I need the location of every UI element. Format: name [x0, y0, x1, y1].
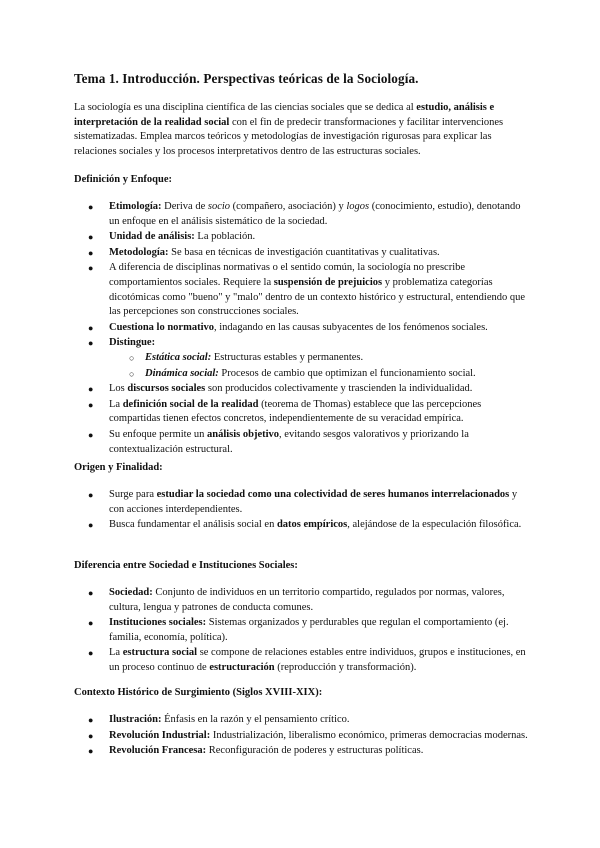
circle-bullet-icon: ○ [129, 368, 135, 379]
list-diferencia [0, 586, 600, 677]
bullet-icon: ● [88, 399, 94, 410]
list-item: ● Su enfoque permite un análisis objetivo, evitando sesgos valorativos y priorizando la contextualización estructural. [88, 428, 469, 455]
bullet-icon: ● [88, 648, 94, 659]
section-heading-contexto: Contexto Histórico de Surgimiento (Siglos XVIII-XIX): [74, 687, 323, 698]
list-item: ● Cuestiona lo normativo, indagando en las causas subyacentes de los fenómenos sociales. [0, 321, 529, 336]
section-heading-diferencia: Diferencia entre Sociedad e Instituciones Sociales: [74, 560, 298, 571]
bullet-icon: ● [88, 730, 94, 741]
list-item: ● Instituciones sociales: Sistemas organizados y perdurables que regulan el comportamiento (ej. familia, economía, política). [88, 617, 509, 643]
list-item: ● Ilustración: Énfasis en la razón y el pensamiento crítico. [0, 713, 529, 728]
bullet-icon: ● [88, 746, 94, 757]
bullet-icon: ● [88, 520, 94, 531]
list-item: ● Etimología: Deriva de socio (compañero, asociación) y logos (conocimiento, estudio), denotando un enfoque en el análisis sistemático de la sociedad. [88, 201, 521, 227]
bullet-icon: ● [88, 232, 94, 243]
list-item: ● La definición social de la realidad (teorema de Thomas) establece que las percepciones compartidas tienen efectos concretos, independientemente de su veracidad empírica. [88, 398, 482, 425]
bullet-icon: ● [88, 715, 94, 725]
list-origen [0, 488, 600, 534]
sublist-distingue [109, 351, 529, 381]
bullet-icon: ● [88, 338, 94, 349]
bullet-icon: ● [88, 618, 94, 629]
list-item: ● Revolución Industrial: Industrialización, liberalismo económico, primeras democracias modernas. [0, 729, 529, 744]
page-title: Tema 1. Introducción. Perspectivas teóricas de la Sociología. [74, 71, 419, 86]
list-definicion [0, 200, 600, 458]
list-item: ● La estructura social se compone de relaciones estables entre individuos, grupos e instituciones, en un proceso continuo de estructuración (reproducción y transformación). [88, 647, 526, 673]
intro-paragraph: La sociología es una disciplina científica de las ciencias sociales que se dedica al estudio, análisis e interpretación de la realidad social con el fin de predecir transformaciones y facilitar intervenciones sistematizadas. Emplea marcos teóricos y metodologías de investigación rigurosas para explicar las relaciones sociales y los procesos interpretativos dentro de las estructuras sociales. [74, 102, 504, 157]
list-item: ● Metodología: Se basa en técnicas de investigación cuantitativas y cualitativas. [0, 246, 529, 261]
list-item: ● Distingue: ○ Estática social: Estructuras estables y permanentes. ○ Dinámica social: Procesos de cambio que optimizan el funcionamiento social. [0, 336, 529, 381]
list-item: ● Unidad de análisis: La población. [0, 230, 529, 245]
sublist-item: ○ Estática social: Estructuras estables y permanentes. [109, 351, 529, 366]
circle-bullet-icon: ○ [129, 352, 135, 363]
sublist-item: ○ Dinámica social: Procesos de cambio que optimizan el funcionamiento social. [109, 367, 529, 382]
list-item: ● Los discursos sociales son producidos colectivamente y trascienden la individualidad. [0, 382, 529, 397]
bullet-icon: ● [88, 263, 94, 274]
bullet-icon: ● [88, 429, 94, 440]
bullet-icon: ● [88, 384, 94, 395]
list-item: ● Sociedad: Conjunto de individuos en un territorio compartido, regulados por normas, valores, cultura, lengua y patrones de conducta comunes. [88, 587, 505, 613]
bullet-icon: ● [88, 588, 94, 598]
list-item: ● A diferencia de disciplinas normativas o el sentido común, la sociología no prescribe comportamientos sociales. Requiere la suspensión de prejuicios y problematiza categorías dicotómicas como "bueno" y "malo" dentro de un contexto histórico y estructural, entendiendo que las percepciones son construcciones sociales. [88, 262, 526, 318]
list-contexto [0, 713, 600, 760]
list-item: ● Revolución Francesa: Reconfiguración de poderes y estructuras políticas. [0, 744, 529, 759]
section-heading-origen: Origen y Finalidad: [74, 462, 163, 473]
bullet-icon: ● [88, 490, 94, 500]
list-item: ● Busca fundamentar el análisis social en datos empíricos, alejándose de la especulación filosófica. [0, 518, 529, 533]
section-heading-definicion: Definición y Enfoque: [74, 174, 173, 185]
bullet-icon: ● [88, 247, 94, 258]
bullet-icon: ● [88, 202, 94, 212]
list-item: ● Surge para estudiar la sociedad como una colectividad de seres humanos interrelacionados y con acciones interdependientes. [88, 489, 518, 515]
bullet-icon: ● [88, 322, 94, 333]
